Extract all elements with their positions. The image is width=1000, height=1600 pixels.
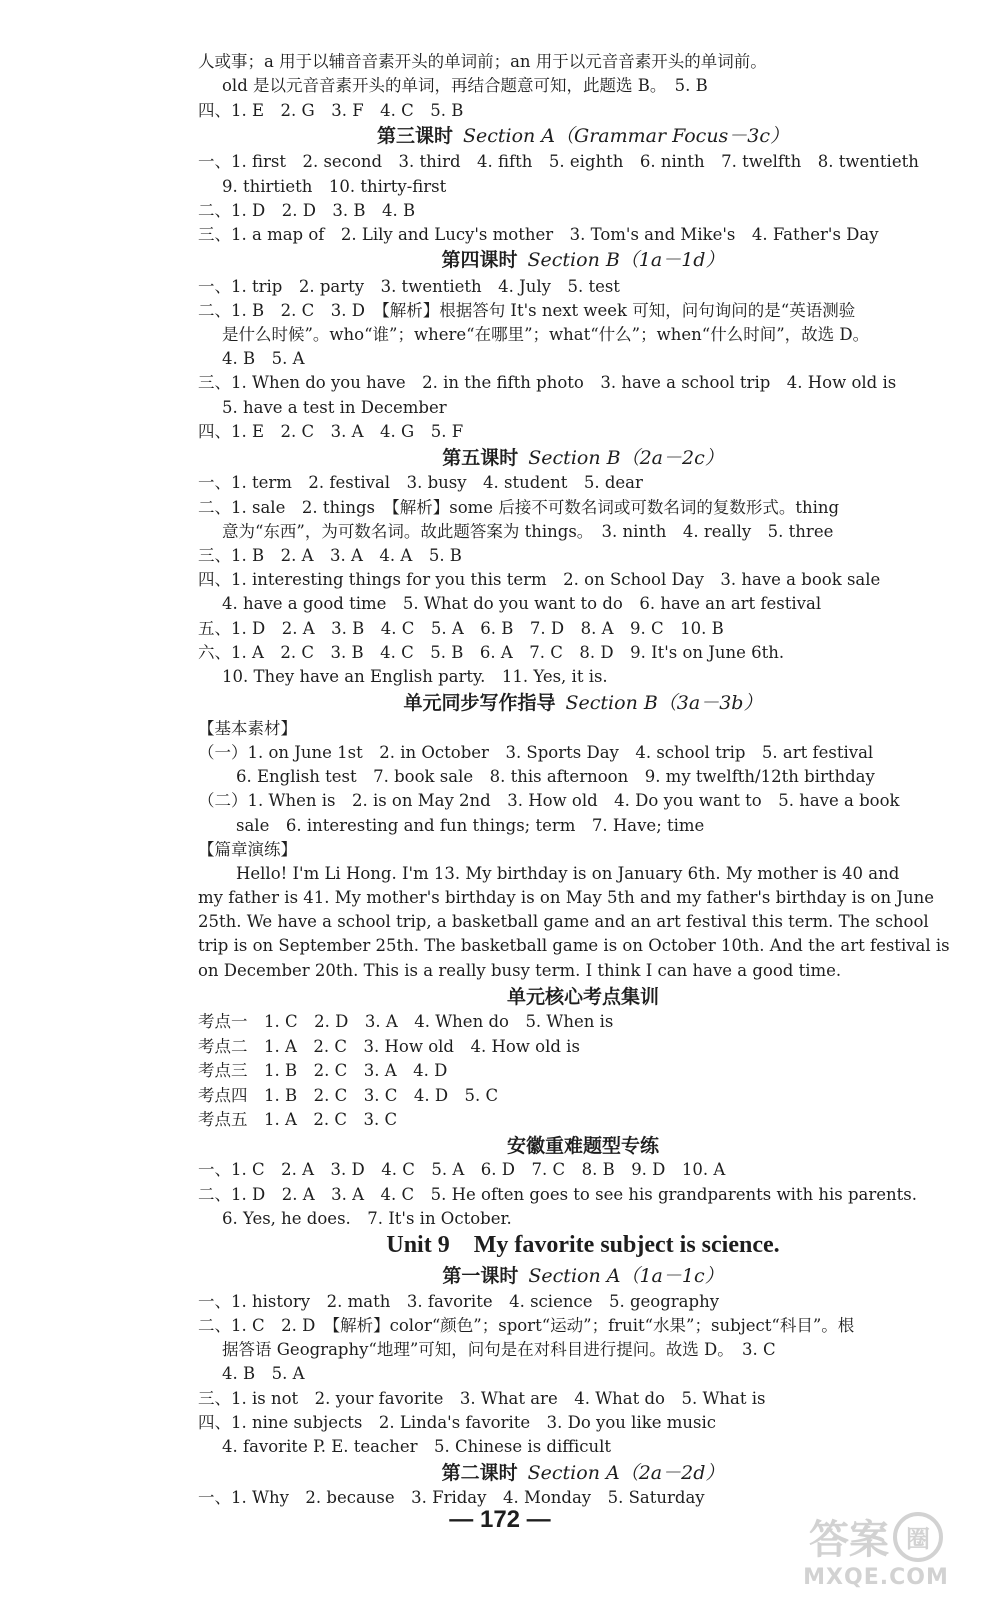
text-line: 二、1. D 2. A 3. A 4. C 5. He often goes to see his grandparents with his parents. (198, 1185, 918, 1204)
heading-section: Section B（2a－2c） (528, 447, 724, 469)
text-line: 5. have a test in December (222, 398, 447, 417)
text-line: 二、1. B 2. C 3. D 【解析】根据答句 It's next week 可知，问句询问的是“英语测验 (198, 301, 856, 320)
text-line: 4. favorite P. E. teacher 5. Chinese is difficult (222, 1437, 612, 1456)
text-line: 6. Yes, he does. 7. It's in October. (222, 1209, 512, 1228)
heading-lesson: 单元核心考点集训 (506, 986, 659, 1008)
section-heading (198, 1263, 968, 1289)
text-line: 四、1. E 2. C 3. A 4. G 5. F (198, 422, 464, 441)
text-line: 人或事；a 用于以辅音音素开头的单词前；an 用于以元音音素开头的单词前。 (198, 52, 767, 71)
text-line: 6. English test 7. book sale 8. this afternoon 9. my twelfth/12th birthday (236, 767, 875, 786)
text-line: 9. thirtieth 10. thirty-first (222, 177, 447, 196)
heading-section: Section B（3a－3b） (565, 692, 763, 714)
text-line: 25th. We have a school trip, a basketball game and an art festival this term. The school (198, 912, 929, 931)
text-line: 一、1. term 2. festival 3. busy 4. student 5. dear (198, 473, 643, 492)
text-line: 二、1. D 2. D 3. B 4. B (198, 201, 416, 220)
text-line: 一、1. C 2. A 3. D 4. C 5. A 6. D 7. C 8. B 9. D 10. A (198, 1160, 726, 1179)
heading-lesson: 第五课时 (442, 447, 519, 469)
text-line: old 是以元音音素开头的单词，再结合题意可知，此题选 B。 5. B (222, 76, 708, 95)
section-heading (198, 445, 968, 471)
text-line: 三、1. is not 2. your favorite 3. What are 4. What do 5. What is (198, 1389, 766, 1408)
text-line: 【篇章演练】 (198, 840, 297, 859)
text-line: 二、1. C 2. D 【解析】color“颜色”；sport“运动”；fruit“水果”；subject“科目”。根 (198, 1316, 855, 1335)
watermark-logo (776, 1508, 976, 1565)
text-line: 一、1. first 2. second 3. third 4. fifth 5. eighth 6. ninth 7. twelfth 8. twentieth (198, 152, 919, 171)
section-heading (198, 984, 968, 1010)
section-heading (198, 1133, 968, 1159)
text-line: 4. have a good time 5. What do you want to do 6. have an art festival (222, 594, 822, 613)
watermark-logo-text: 答案 (809, 1517, 889, 1563)
section-heading (198, 123, 968, 149)
text-line: 四、1. nine subjects 2. Linda's favorite 3. Do you like music (198, 1413, 717, 1432)
text-line: 10. They have an English party. 11. Yes, it is. (222, 667, 608, 686)
heading-lesson: 第四课时 (441, 249, 518, 271)
text-line: 六、1. A 2. C 3. B 4. C 5. B 6. A 7. C 8. D 9. It's on June 6th. (198, 643, 785, 662)
text-line: 考点一 1. C 2. D 3. A 4. When do 5. When is (198, 1012, 614, 1031)
heading-lesson: 第二课时 (441, 1462, 518, 1484)
text-line: 三、1. a map of 2. Lily and Lucy's mother 3. Tom's and Mike's 4. Father's Day (198, 225, 879, 244)
text-line: 五、1. D 2. A 3. B 4. C 5. A 6. B 7. D 8. A 9. C 10. B (198, 619, 724, 638)
text-line: on December 20th. This is a really busy term. I think I can have a good time. (198, 961, 842, 980)
heading-lesson: 第一课时 (442, 1265, 519, 1287)
text-line: 意为“东西”，为可数名词。故此题答案为 things。 3. ninth 4. really 5. three (222, 522, 834, 541)
text-line: Hello! I'm Li Hong. I'm 13. My birthday is on January 6th. My mother is 40 and (236, 864, 900, 883)
text-line: 据答语 Geography“地理”可知，问句是在对科目进行提问。故选 D。 3. C (222, 1340, 776, 1359)
text-line: （二）1. When is 2. is on May 2nd 3. How old 4. Do you want to 5. have a book (198, 791, 900, 810)
text-line: 一、1. trip 2. party 3. twentieth 4. July 5. test (198, 277, 620, 296)
heading-lesson: 单元同步写作指导 (403, 692, 556, 714)
watermark-circle-icon: 圈 (893, 1512, 943, 1562)
text-line: 一、1. history 2. math 3. favorite 4. science 5. geography (198, 1292, 720, 1311)
text-line: my father is 41. My mother's birthday is on May 5th and my father's birthday is on June (198, 888, 934, 907)
text-line: （一）1. on June 1st 2. in October 3. Sports Day 4. school trip 5. art festival (198, 743, 874, 762)
watermark-url: MXQE.COM (803, 1565, 949, 1590)
watermark (776, 1508, 976, 1590)
text-line: 4. B 5. A (222, 1364, 305, 1383)
text-line: 三、1. B 2. A 3. A 4. A 5. B (198, 546, 462, 565)
text-line: 二、1. sale 2. things 【解析】some 后接不可数名词或可数名词的复数形式。thing (198, 498, 840, 517)
text-line: 是什么时候”。who“谁”；where“在哪里”；what“什么”；when“什么时间”，故选 D。 (222, 325, 870, 344)
text-line: 一、1. Why 2. because 3. Friday 4. Monday 5. Saturday (198, 1488, 705, 1507)
page-number: — 172 — (449, 1506, 551, 1533)
text-line: trip is on September 25th. The basketball game is on October 10th. And the art festival is (198, 936, 950, 955)
unit-title: Unit 9 My favorite subject is science. (386, 1232, 780, 1258)
heading-section: Section A（1a－1c） (528, 1265, 724, 1287)
text-line: 考点五 1. A 2. C 3. C (198, 1110, 398, 1129)
text-line: 四、1. interesting things for you this term 2. on School Day 3. have a book sale (198, 570, 881, 589)
section-heading (198, 1460, 968, 1486)
heading-section: Section A（2a－2d） (527, 1462, 725, 1484)
heading-lesson: 第三课时 (376, 125, 453, 147)
heading-section: Section B（1a－1d） (527, 249, 725, 271)
text-line: 四、1. E 2. G 3. F 4. C 5. B (198, 101, 464, 120)
heading-section: Section A（Grammar Focus－3c） (462, 125, 790, 147)
text-line: 4. B 5. A (222, 349, 305, 368)
section-heading (198, 690, 968, 716)
text-line: 考点四 1. B 2. C 3. C 4. D 5. C (198, 1086, 499, 1105)
text-line: 考点二 1. A 2. C 3. How old 4. How old is (198, 1037, 580, 1056)
heading-lesson: 安徽重难题型专练 (506, 1135, 659, 1157)
text-line: 【基本素材】 (198, 719, 297, 738)
section-heading (198, 247, 968, 273)
text-line: 三、1. When do you have 2. in the fifth photo 3. have a school trip 4. How old is (198, 373, 897, 392)
text-line: sale 6. interesting and fun things; term 7. Have; time (236, 816, 705, 835)
text-line: 考点三 1. B 2. C 3. A 4. D (198, 1061, 448, 1080)
